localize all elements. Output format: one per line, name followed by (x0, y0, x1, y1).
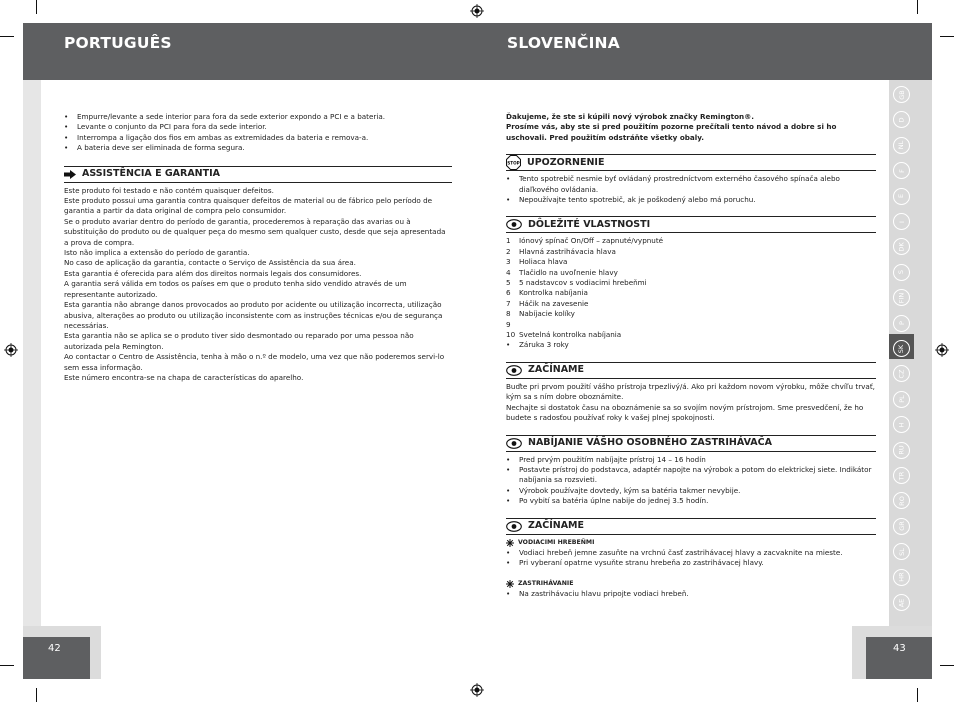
sub-heading (506, 538, 876, 548)
language-tab-label: TR (897, 471, 906, 480)
language-tab-s[interactable] (893, 264, 910, 281)
list-item: • Pri vyberaní opatrne vysuňte stranu hrebeňa zo zastrihávacej hlavy. (506, 558, 876, 568)
paragraph: Esta garantia é oferecida para além dos direitos normais legais dos consumidores. (64, 268, 362, 278)
paragraph: Prosíme vás, aby ste si pred použitím pozorne prečítali tento návod a dobre si ho uschovali. Pred použitím odstráňte všetky obaly. (506, 122, 837, 142)
list-item: • Tento spotrebič nesmie byť ovládaný prostredníctvom externého časového spínača alebo diaľkového ovládania. (506, 174, 876, 195)
language-tab-label: AE (897, 598, 906, 607)
language-tab-e[interactable] (893, 188, 910, 205)
language-tab-label: F (897, 168, 906, 173)
crop-mark (940, 665, 954, 666)
item-number: 4 (506, 267, 511, 277)
language-tab-ru[interactable] (893, 442, 910, 459)
language-tab-label: HR (897, 572, 906, 582)
language-tab-gr[interactable] (893, 518, 910, 535)
eye-icon (506, 219, 522, 230)
list-item (506, 288, 876, 298)
language-tab-label: S (897, 270, 906, 275)
item-text: Svetelná kontrolka nabíjania (519, 330, 622, 340)
paragraph: Se o produto avariar dentro do período de garantia, procederemos à reparação das avarias ou à substituição do produto ou de qualquer peça do mesmo sem qualquer custo, desde que seja apresentada a prova de compra. (64, 216, 446, 247)
language-tab-label: DK (897, 242, 906, 252)
intro-text (506, 112, 876, 143)
right-page-number: 43 (893, 643, 906, 654)
intro-bullets (64, 112, 452, 154)
stop-sign-icon (506, 155, 521, 170)
list-item (506, 257, 876, 267)
list-item (506, 309, 876, 319)
charging-heading (506, 435, 876, 452)
list-item: • Empurre/levante a sede interior para fora da sede exterior expondo a PCI e a bateria. (64, 112, 452, 122)
list-item: • Postavte prístroj do podstavca, adaptér napojte na výrobok a potom do elektrickej siete. Indikátor nabíjania sa rozsvieti. (506, 465, 876, 486)
section-title: ZAČÍNAME (528, 519, 584, 531)
warning-heading (506, 154, 876, 171)
language-tab-label: SK (897, 344, 906, 353)
language-tab-label: D (897, 117, 906, 123)
features-heading (506, 216, 876, 233)
warranty-body (64, 186, 452, 384)
list-item (506, 278, 876, 288)
item-number: 1 (506, 236, 511, 246)
item-text: Háčik na zavesenie (519, 298, 589, 308)
sparkle-icon (506, 539, 514, 547)
left-column (64, 112, 452, 383)
item-text: 5 nadstavcov s vodiacimi hrebeňmi (519, 278, 647, 288)
registration-mark-icon (935, 343, 949, 357)
language-tab-label: CZ (897, 369, 906, 379)
crop-mark (917, 0, 918, 14)
crop-mark (940, 36, 954, 37)
eye-icon (506, 521, 522, 532)
registration-mark-icon (470, 683, 484, 697)
sub-heading (506, 579, 876, 589)
language-tab-pl[interactable] (893, 391, 910, 408)
language-tab-label: P (897, 321, 906, 326)
list-item: • Levante o conjunto da PCI para fora da sede interior. (64, 122, 452, 132)
paragraph: Nechajte si dostatok času na oboznámenie sa so svojím novým prístrojom. Sme presvedčení, že ho budete s radosťou používať roky k vašej plnej spokojnosti. (506, 402, 864, 423)
language-tab-label: I (897, 220, 906, 223)
trimming-list (506, 589, 876, 599)
language-tab-tr[interactable] (893, 467, 910, 484)
item-number: 8 (506, 309, 511, 319)
comb-list (506, 548, 876, 569)
language-tab-label: SL (897, 547, 906, 556)
paragraph: No caso de aplicação da garantia, contacte o Serviço de Assistência da sua área. (64, 258, 356, 268)
arrow-right-icon (64, 170, 76, 179)
getting-started-2-heading (506, 518, 876, 535)
language-tab-label: RO (897, 496, 906, 506)
crop-mark (36, 688, 37, 702)
paragraph: Este número encontra-se na chapa de características do aparelho. (64, 372, 304, 382)
list-item: • Pred prvým použitím nabíjajte prístroj 14 – 16 hodín (506, 455, 876, 465)
language-tab-sk[interactable] (893, 340, 910, 357)
registration-mark-icon (470, 4, 484, 18)
sub-heading-title: ZASTRIHÁVANIE (518, 579, 574, 587)
paragraph: Ďakujeme, že ste si kúpili nový výrobok značky Remington®. (506, 112, 755, 121)
item-text: Nabíjacie kolíky (519, 309, 575, 319)
list-item (506, 236, 876, 246)
list-item: • Záruka 3 roky (506, 340, 876, 350)
sub-heading-title: VODIACIMI HREBEŇMI (518, 538, 595, 546)
crop-mark (36, 0, 37, 14)
item-number: 6 (506, 288, 511, 298)
language-tab-label: E (897, 194, 906, 199)
right-margin-strip (914, 80, 932, 626)
sparkle-icon (506, 580, 514, 588)
language-tab-label: GB (897, 89, 906, 100)
item-text: Tlačidlo na uvoľnenie hlavy (519, 267, 618, 277)
item-number: 7 (506, 298, 511, 308)
list-item: • A bateria deve ser eliminada de forma segura. (64, 143, 452, 153)
left-page-title: PORTUGUÊS (64, 34, 172, 52)
paragraph: Este produto possui uma garantia contra quaisquer defeitos de material ou de fábrico pelo período de garantia a partir da data original de compra pelo consumidor. (64, 196, 433, 216)
eye-icon (506, 365, 522, 376)
section-title: ZAČÍNAME (528, 364, 584, 376)
language-tab-i[interactable] (893, 213, 910, 230)
list-item (506, 330, 876, 340)
item-text: Holiaca hlava (519, 257, 568, 267)
list-item: • Interrompa a ligação dos fios em ambas as extremidades da bateria e remova-a. (64, 133, 452, 143)
list-item: • Po vybití sa batéria úplne nabije do jednej 3.5 hodín. (506, 496, 876, 506)
paragraph: Esta garantia não se aplica se o produto tiver sido desmontado ou reparado por uma pessoa não autorizada pela Remington. (64, 331, 414, 351)
left-margin-strip (23, 80, 41, 626)
item-number: 5 (506, 278, 511, 288)
language-tab-label: RU (897, 445, 906, 455)
list-item: • Výrobok používajte dovtedy, kým sa batéria takmer nevybije. (506, 486, 876, 496)
item-number: 2 (506, 246, 511, 256)
language-tab-label: H (897, 422, 906, 428)
section-title: UPOZORNENIE (527, 156, 605, 168)
list-item: • Na zastrihávaciu hlavu pripojte vodiaci hrebeň. (506, 589, 876, 599)
charging-list (506, 455, 876, 507)
language-tab-p[interactable] (893, 315, 910, 332)
item-text: Iónový spínač On/Off – zapnuté/vypnuté (519, 236, 664, 246)
item-number: 10 (506, 330, 516, 340)
paragraph: Ao contactar o Centro de Assistência, tenha à mão o n.º de modelo, uma vez que não poderemos servi-lo sem essa informação. (64, 352, 445, 372)
section-title: NABÍJANIE VÁŠHO OSOBNÉHO ZASTRIHÁVAČA (528, 436, 772, 448)
paragraph: Esta garantia não abrange danos provocados ao produto por acidente ou utilização incorrecta, utilização abusiva, alterações ao produto ou utilização inconsistente com as instruções técnicas e/ou de segurança necessárias. (64, 300, 443, 330)
right-column (506, 112, 876, 600)
list-item: • Vodiaci hrebeň jemne zasuňte na vrchnú časť zastrihávacej hlavy a zacvaknite na mieste. (506, 548, 876, 558)
section-title: DÔLEŽITÉ VLASTNOSTI (528, 218, 651, 230)
stop-sign-label: STOP (507, 160, 520, 166)
warning-list (506, 174, 876, 205)
language-tab-ae[interactable] (893, 594, 910, 611)
item-text: Kontrolka nabíjania (519, 288, 588, 298)
list-item (506, 268, 876, 278)
list-item (506, 299, 876, 309)
section-title: ASSISTÊNCIA E GARANTIA (82, 167, 221, 179)
language-tab-label: FIN (897, 292, 906, 303)
item-number: 9 (506, 319, 511, 329)
item-text: Hlavná zastrihávacia hlava (519, 246, 616, 256)
features-list (506, 236, 876, 340)
language-tab-nl[interactable] (893, 137, 910, 154)
paragraph: Isto não implica a extensão do período de garantia. (64, 248, 250, 258)
left-page-number: 42 (48, 643, 61, 654)
right-page-title: SLOVENČINA (507, 34, 620, 52)
language-tab-gb[interactable] (893, 86, 910, 103)
paragraph: A garantia será válida em todos os países em que o produto tenha sido vendido através de um representante autorizado. (64, 279, 407, 299)
list-item (506, 247, 876, 257)
language-tab-label: PL (897, 395, 906, 404)
list-item (506, 320, 876, 330)
crop-mark (917, 688, 918, 702)
list-item: • Nepoužívajte tento spotrebič, ak je poškodený alebo má poruchu. (506, 195, 876, 205)
paragraph: Buďte pri prvom použití vášho prístroja trpezlivý/á. Ako pri každom novom výrobku, môže chvíľu trvať, kým sa s ním dobre oboznámite. (506, 381, 875, 402)
item-number: 3 (506, 257, 511, 267)
spacer (506, 569, 876, 577)
crop-mark (0, 36, 14, 37)
crop-mark (0, 665, 14, 666)
language-tab-label: GR (897, 521, 906, 532)
getting-started-body (506, 382, 876, 424)
features-extra (506, 340, 876, 350)
getting-started-heading (506, 362, 876, 379)
registration-mark-icon (4, 343, 18, 357)
paragraph: Este produto foi testado e não contém quaisquer defeitos. (64, 185, 274, 195)
language-tab-label: NL (897, 141, 906, 150)
language-tab-hr[interactable] (893, 569, 910, 586)
getting-started-2-body (506, 538, 876, 600)
eye-icon (506, 438, 522, 449)
warranty-heading (64, 166, 452, 183)
